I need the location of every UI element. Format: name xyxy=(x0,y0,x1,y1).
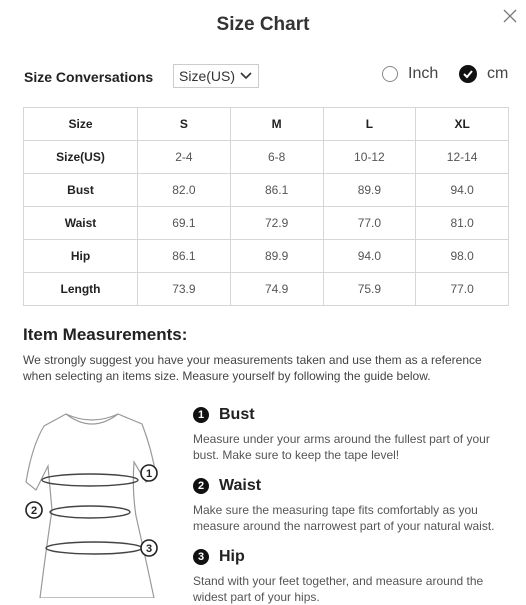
unit-inch-radio[interactable] xyxy=(382,65,438,83)
table-row xyxy=(24,207,509,240)
table-cell: 12-14 xyxy=(416,141,509,174)
row-header: Hip xyxy=(24,240,138,273)
measurement-bust xyxy=(193,406,513,463)
table-row xyxy=(24,174,509,207)
table-cell: 77.0 xyxy=(323,207,416,240)
measurement-waist xyxy=(193,477,513,534)
chevron-down-icon xyxy=(239,69,253,83)
table-cell: 75.9 xyxy=(323,273,416,306)
column-header: M xyxy=(230,108,323,141)
table-cell: 10-12 xyxy=(323,141,416,174)
close-icon xyxy=(500,6,520,26)
bust-marker: 1 xyxy=(145,468,153,480)
size-chart-table xyxy=(23,107,509,306)
table-cell: 69.1 xyxy=(138,207,231,240)
radio-unchecked-icon xyxy=(382,66,398,82)
hip-marker: 3 xyxy=(145,543,153,555)
measurements-heading: Item Measurements: xyxy=(23,325,188,344)
table-cell: 94.0 xyxy=(323,240,416,273)
row-header: Size(US) xyxy=(24,141,138,174)
row-header: Bust xyxy=(24,174,138,207)
close-button[interactable] xyxy=(500,6,520,26)
number-badge: 2 xyxy=(193,478,209,494)
table-cell: 82.0 xyxy=(138,174,231,207)
unit-inch-label: Inch xyxy=(408,65,439,82)
measurement-text: Measure under your arms around the fullest part of your bust. Make sure to keep the tape level! xyxy=(193,432,490,462)
table-cell: 86.1 xyxy=(230,174,323,207)
table-cell: 94.0 xyxy=(416,174,509,207)
measurement-hip xyxy=(193,548,513,605)
number-badge: 1 xyxy=(193,407,209,423)
size-standard-value: Size(US) xyxy=(179,68,236,84)
table-row xyxy=(24,240,509,273)
page-title: Size Chart xyxy=(216,14,310,35)
check-circle-icon xyxy=(459,65,477,83)
size-conversion-label: Size Conversations xyxy=(24,69,154,85)
measurement-name: Waist xyxy=(219,477,262,494)
dress-outline-icon xyxy=(18,400,168,598)
table-row xyxy=(24,273,509,306)
row-header: Waist xyxy=(24,207,138,240)
table-cell: 72.9 xyxy=(230,207,323,240)
unit-cm-label: cm xyxy=(487,65,509,82)
dress-measurement-illustration xyxy=(18,400,168,598)
table-cell: 2-4 xyxy=(138,141,231,174)
measurement-text: Stand with your feet together, and measure around the widest part of your hips. xyxy=(193,574,484,604)
measurement-name: Hip xyxy=(219,548,245,565)
column-header: L xyxy=(323,108,416,141)
row-header: Length xyxy=(24,273,138,306)
measurement-text: Make sure the measuring tape fits comfortably as you measure around the narrowest part of your natural waist. xyxy=(193,503,495,533)
table-cell: 73.9 xyxy=(138,273,231,306)
waist-marker: 2 xyxy=(30,505,38,517)
measurements-description: We strongly suggest you have your measurements taken and use them as a reference when selecting an items size. Measure yourself by following the guide below. xyxy=(23,353,482,383)
table-cell: 89.9 xyxy=(230,240,323,273)
size-standard-select[interactable] xyxy=(173,64,259,88)
column-header: Size xyxy=(24,108,138,141)
number-badge: 3 xyxy=(193,549,209,565)
unit-cm-radio[interactable] xyxy=(459,65,508,83)
table-row xyxy=(24,141,509,174)
table-cell: 74.9 xyxy=(230,273,323,306)
table-cell: 81.0 xyxy=(416,207,509,240)
column-header: XL xyxy=(416,108,509,141)
table-cell: 98.0 xyxy=(416,240,509,273)
table-cell: 89.9 xyxy=(323,174,416,207)
column-header: S xyxy=(138,108,231,141)
table-cell: 6-8 xyxy=(230,141,323,174)
table-cell: 86.1 xyxy=(138,240,231,273)
size-conversion-bar xyxy=(24,64,514,92)
table-cell: 77.0 xyxy=(416,273,509,306)
measurement-name: Bust xyxy=(219,406,255,423)
table-header-row xyxy=(24,108,509,141)
